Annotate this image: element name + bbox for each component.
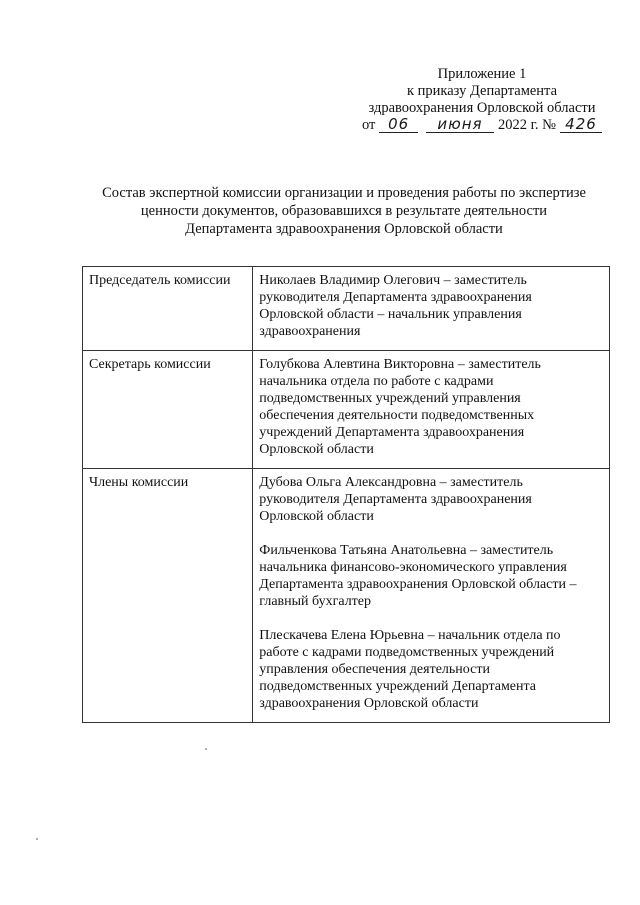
member-text-line: Фильченкова Татьяна Анатольевна – заместитель [259, 543, 554, 558]
order-month: июня [426, 117, 494, 133]
scan-speck [205, 748, 207, 750]
member-text-line: Голубкова Алевтина Викторовна – заместитель [259, 357, 541, 372]
appendix-title: Приложение 1 [437, 66, 527, 82]
order-year-label: 2022 г. № [497, 117, 556, 133]
member-text-line: управления обеспечения деятельности [259, 662, 490, 677]
member-entry [259, 474, 605, 525]
table-row [83, 351, 610, 469]
scan-speck [36, 838, 38, 840]
member-text-line: начальника отдела по работе с кадрами [259, 374, 494, 389]
member-text-line: работе с кадрами подведомственных учреждений [259, 645, 555, 660]
member-text-line: руководителя Департамента здравоохранения [259, 492, 532, 507]
member-text-line: Плескачева Елена Юрьевна – начальник отдела по [259, 628, 561, 643]
member-text-line: обеспечения деятельности подведомственных [259, 408, 535, 423]
appendix-order-ref: к приказу Департамента [406, 83, 558, 99]
member-text-line: Орловской области [259, 442, 374, 457]
table-row [83, 267, 610, 351]
member-entry [259, 272, 605, 340]
member-text-line: главный бухгалтер [259, 594, 372, 609]
member-text-line: Орловской области [259, 509, 374, 524]
member-text-line: руководителя Департамента здравоохранения [259, 290, 532, 305]
member-text-line: начальника финансово-экономического управления [259, 560, 567, 575]
role-cell: Председатель комиссии [83, 267, 253, 351]
order-day: 06 [379, 117, 418, 133]
commission-table [82, 266, 610, 723]
title-line-1: Состав экспертной комиссии организации и проведения работы по экспертизе [102, 185, 586, 201]
order-number: 426 [560, 117, 602, 133]
member-entry [259, 627, 605, 712]
table-row [83, 469, 610, 723]
member-text-line: Орловской области – начальник управления [259, 307, 522, 322]
commission-table-body [83, 267, 610, 723]
role-cell: Секретарь комиссии [83, 351, 253, 469]
document-title [60, 184, 628, 238]
member-text-line: подведомственных учреждений Департамента [259, 679, 537, 694]
member-text-line: Николаев Владимир Олегович – заместитель [259, 273, 527, 288]
member-text-line: здравоохранения Орловской области [259, 696, 479, 711]
title-line-2: ценности документов, образовавшихся в результате деятельности [140, 203, 548, 219]
order-date-number [362, 117, 602, 134]
member-entry [259, 356, 605, 458]
member-text-line: подведомственных учреждений управления [259, 391, 521, 406]
member-text-line: учреждений Департамента здравоохранения [259, 425, 525, 440]
from-label: от [362, 117, 376, 133]
member-text-line: Дубова Ольга Александровна – заместитель [259, 475, 523, 490]
members-cell [253, 351, 610, 469]
member-text-line: Департамента здравоохранения Орловской области – [259, 577, 577, 592]
member-entry [259, 542, 605, 610]
role-cell: Члены комиссии [83, 469, 253, 723]
member-text-line: здравоохранения [259, 324, 361, 339]
appendix-header [362, 66, 602, 134]
appendix-department: здравоохранения Орловской области [368, 100, 596, 116]
title-line-3: Департамента здравоохранения Орловской области [185, 221, 503, 237]
members-cell [253, 469, 610, 723]
members-cell [253, 267, 610, 351]
